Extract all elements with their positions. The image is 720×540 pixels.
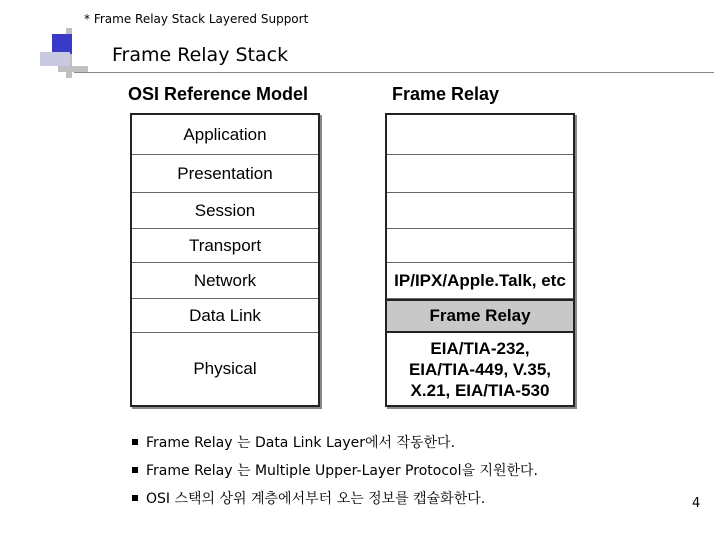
osi-layer-transport: Transport: [132, 229, 318, 263]
fr-physical-line-1: EIA/TIA-232,: [430, 338, 530, 358]
fr-layer-physical: [387, 333, 573, 405]
fr-layer-empty-2: [387, 155, 573, 193]
bullet-text: OSI 스택의 상위 계층에서부터 오는 정보를 캡슐화한다.: [146, 491, 486, 507]
osi-stack: [130, 113, 320, 407]
bullet-text: Frame Relay 는 Data Link Layer에서 작동한다.: [146, 435, 456, 451]
slide-title: Frame Relay Stack: [112, 44, 289, 66]
osi-layer-data-link: Data Link: [132, 299, 318, 333]
fr-layer-empty-4: [387, 229, 573, 263]
osi-layer-application: Application: [132, 115, 318, 155]
bullet-square-icon: [132, 439, 138, 445]
osi-column-heading: OSI Reference Model: [128, 84, 309, 104]
osi-layer-network: Network: [132, 263, 318, 299]
bullet-item: [132, 484, 538, 512]
bullet-text: Frame Relay 는 Multiple Upper-Layer Protocol을 지원한다.: [146, 463, 538, 479]
bullet-item: [132, 456, 538, 484]
fr-physical-line-2: EIA/TIA-449, V.35,: [408, 359, 552, 379]
fr-layer-network: IP/IPX/Apple.Talk, etc: [387, 263, 573, 299]
osi-layer-physical: Physical: [193, 359, 257, 378]
title-underline: [74, 72, 714, 73]
fr-layer-data-link: Frame Relay: [387, 299, 573, 333]
top-note: * Frame Relay Stack Layered Support: [84, 12, 309, 26]
frame-relay-stack: [385, 113, 575, 407]
bullet-list: [132, 428, 538, 512]
bullet-item: [132, 428, 538, 456]
fr-layer-empty-1: [387, 115, 573, 155]
fr-physical-line-3: X.21, EIA/TIA-530: [410, 380, 550, 400]
decor-square-light: [40, 52, 70, 66]
frame-relay-column-heading: Frame Relay: [392, 84, 500, 104]
page-number: 4: [692, 496, 701, 511]
osi-layer-presentation: Presentation: [132, 155, 318, 193]
decor-square-blue: [52, 34, 72, 54]
bullet-square-icon: [132, 467, 138, 473]
osi-layer-session: Session: [132, 193, 318, 229]
fr-layer-empty-3: [387, 193, 573, 229]
bullet-square-icon: [132, 495, 138, 501]
